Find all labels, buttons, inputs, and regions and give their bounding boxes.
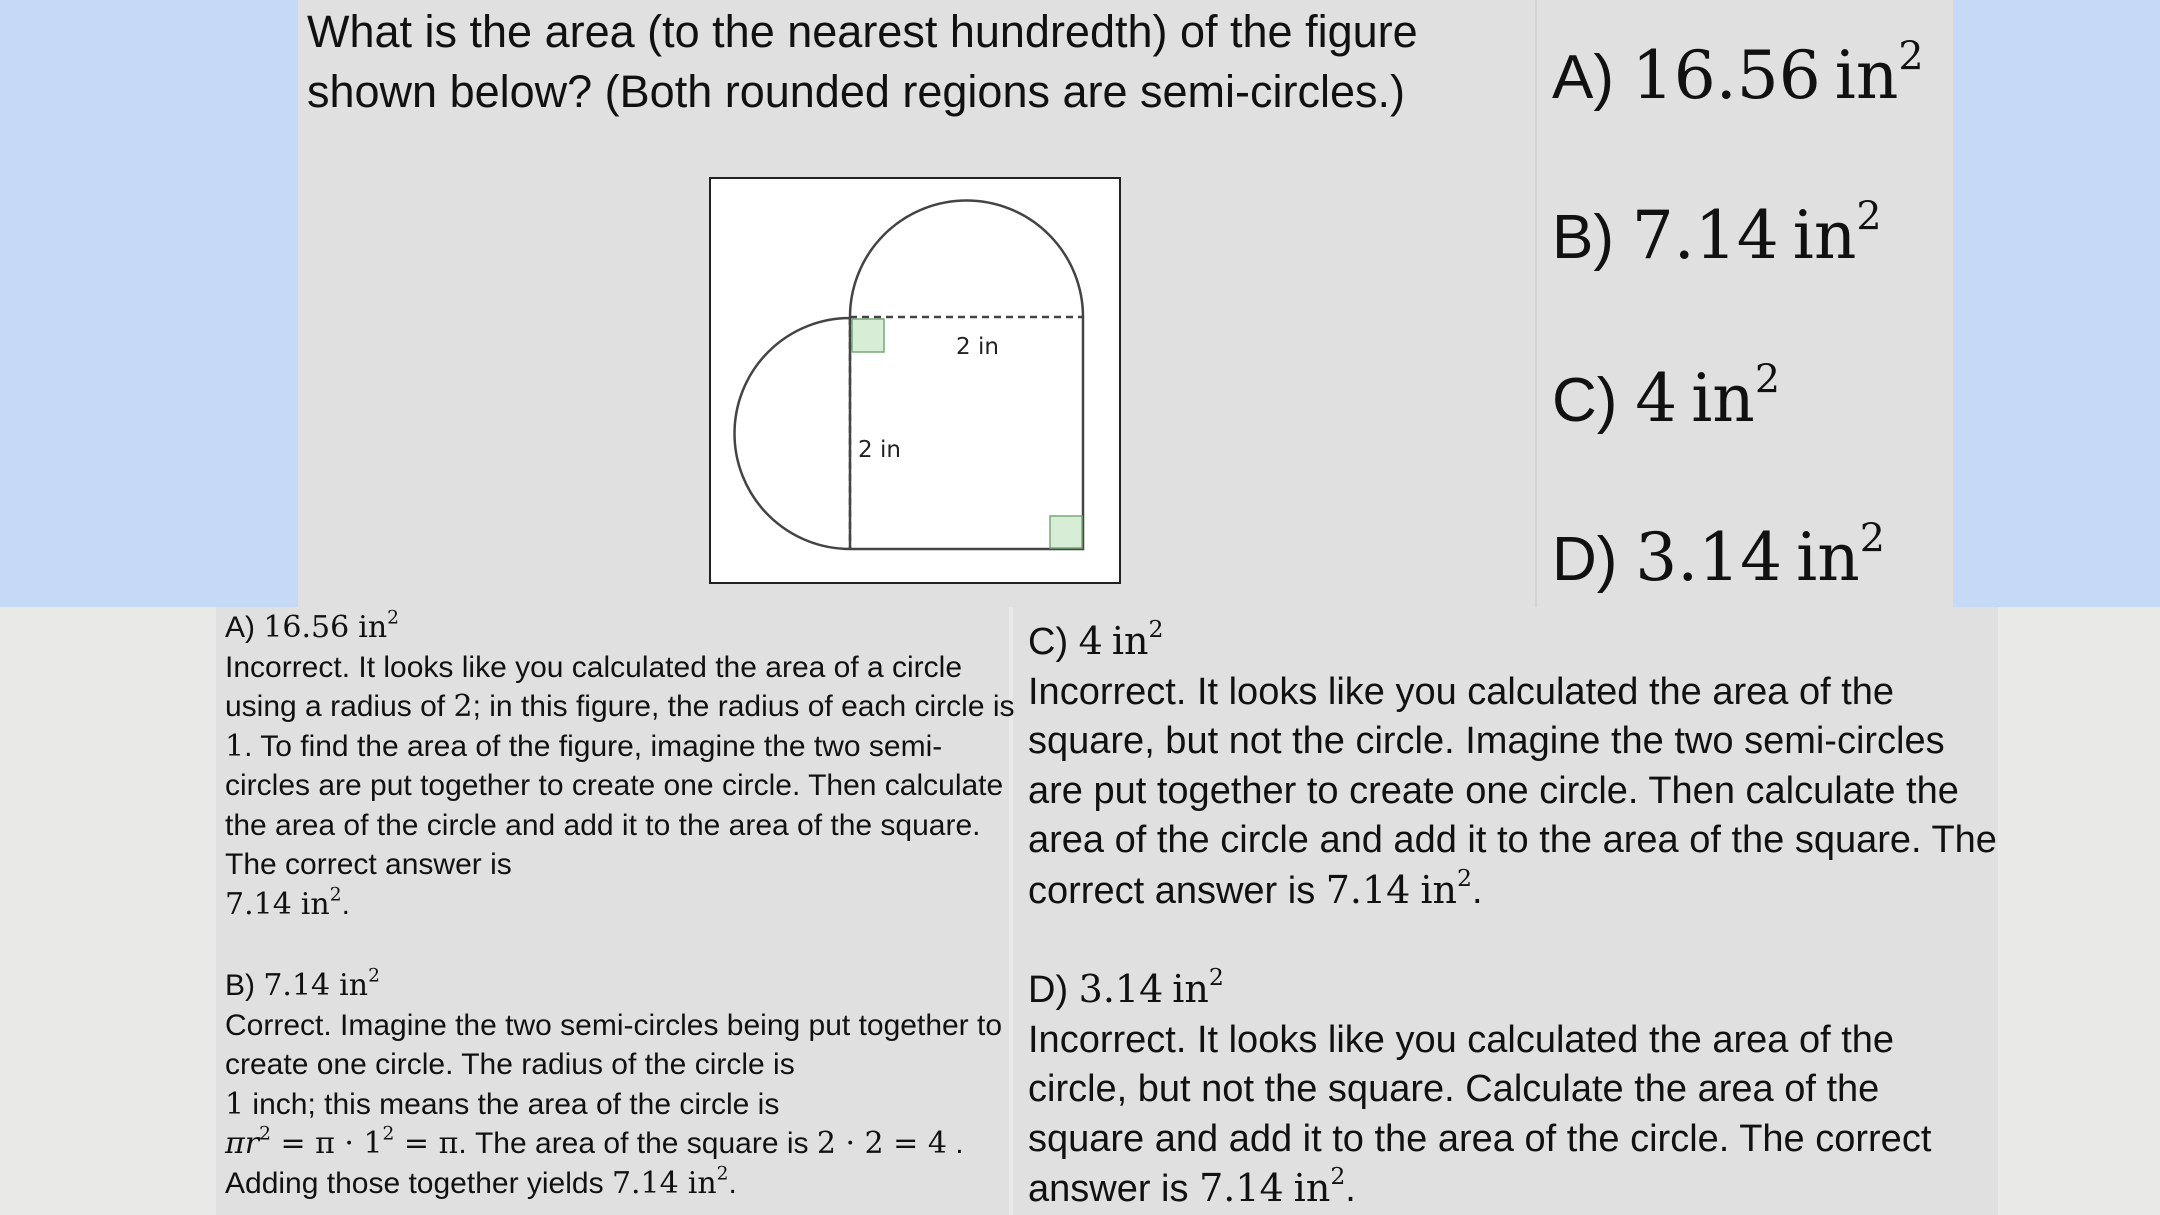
answer-value: 7.14	[225, 886, 292, 922]
feedback-letter: D)	[1028, 969, 1069, 1011]
choice-exponent: 2	[1898, 33, 1924, 80]
feedback-c-heading	[1028, 617, 2003, 668]
question-text: What is the area (to the nearest hundredth) of the figure shown below? (Both rounded regions are semi-circles.)	[307, 6, 1418, 117]
feedback-value: 16.56	[263, 610, 350, 645]
feedback-text: .	[1345, 1168, 1356, 1210]
answer-value: 7.14	[611, 1165, 679, 1201]
feedback-unit: in	[1111, 619, 1149, 663]
math-number: 1	[225, 728, 245, 764]
choice-value: 7.14	[1631, 197, 1779, 274]
choice-value: 3.14	[1635, 519, 1783, 596]
choice-value: 16.56	[1631, 37, 1821, 114]
math-exponent: 2	[382, 1123, 395, 1145]
feedback-value: 7.14	[263, 968, 331, 1003]
choice-b[interactable]	[1552, 193, 1882, 274]
figure-drawing	[711, 179, 1119, 582]
choice-d[interactable]	[1552, 515, 1886, 596]
choice-c[interactable]	[1552, 356, 1781, 437]
feedback-text: ; in this figure, the radius of each circle is	[472, 690, 1015, 723]
choice-value: 4	[1635, 360, 1678, 437]
feedback-a-text	[225, 648, 1015, 925]
answer-exponent: 2	[716, 1163, 729, 1185]
feedback-a-heading	[225, 608, 1015, 648]
feedback-unit: in	[339, 968, 369, 1003]
choice-letter: D)	[1552, 525, 1618, 594]
feedback-b-heading	[225, 966, 1015, 1006]
feedback-value: 4	[1078, 619, 1103, 663]
figure-outline	[735, 201, 1084, 550]
feedback-text: inch; this means the area of the circle is	[244, 1087, 780, 1121]
answer-exponent: 2	[1330, 1162, 1346, 1191]
feedback-exponent: 2	[368, 965, 380, 987]
choice-exponent: 2	[1754, 356, 1781, 403]
math-expression: πr	[225, 1126, 260, 1161]
answer-exponent: 2	[1457, 863, 1472, 892]
feedback-text: . The area of the square is	[458, 1127, 817, 1160]
feedback-text: Incorrect. It looks like you calculated the area of the circle, but not the square. Calculate the area of the square and add it to the area of the circle. The correct answer is	[1028, 1018, 1932, 1210]
math-exponent: 2	[259, 1123, 271, 1145]
feedback-c-text	[1028, 668, 2003, 917]
right-angle-marker-top	[852, 319, 884, 352]
choice-letter: B)	[1552, 203, 1614, 272]
choice-exponent: 2	[1856, 193, 1882, 240]
feedback-exponent: 2	[387, 607, 399, 629]
answer-unit: in	[1293, 1166, 1331, 1210]
math-expression: = π	[394, 1126, 459, 1161]
feedback-b	[225, 966, 1015, 1203]
feedback-text: Correct. Imagine the two semi-circles being put together to create one circle. The radius of the circle is	[225, 1008, 1003, 1081]
feedback-exponent: 2	[1148, 615, 1164, 644]
choice-letter: A)	[1552, 43, 1614, 112]
feedback-d-text	[1028, 1016, 2003, 1215]
feedback-text: Incorrect. It looks like you calculated the area of the square, but not the circle. Imagine the two semi-circles are put together to create one circle. Then calculate the area of the circle and add it to the area of the square. The correct answer is	[1028, 670, 1997, 912]
feedback-letter: A)	[225, 611, 255, 644]
feedback-text: . To find the area of the figure, imagine the two semi-circles are put together to create one circle. Then calculate the area of the circle and add it to the area of the square. The correct answer is	[225, 729, 1004, 881]
choice-unit: in	[1792, 197, 1857, 274]
answer-unit: in	[300, 886, 330, 922]
feedback-d-heading	[1028, 965, 2003, 1016]
answer-unit: in	[687, 1165, 717, 1201]
feedback-exponent: 2	[1208, 963, 1224, 992]
feedback-text: .	[341, 887, 350, 921]
answer-exponent: 2	[329, 884, 342, 906]
choice-a[interactable]	[1552, 33, 1924, 114]
answer-unit: in	[1420, 867, 1457, 912]
geometry-figure	[709, 177, 1121, 584]
feedback-unit: in	[358, 610, 388, 645]
math-expression: = π · 1	[270, 1126, 383, 1161]
choice-unit: in	[1834, 37, 1899, 114]
choice-exponent: 2	[1859, 515, 1886, 562]
choice-unit: in	[1796, 519, 1860, 596]
feedback-a	[225, 608, 1015, 924]
math-expression: 2 · 2 = 4	[816, 1126, 947, 1161]
feedback-text: Adding those together yields	[225, 1166, 612, 1200]
feedback-letter: B)	[225, 969, 255, 1002]
feedback-text: .	[1471, 869, 1483, 912]
answer-value: 7.14	[1199, 1166, 1284, 1210]
feedback-d	[1028, 965, 2003, 1215]
label-side: 2 in	[858, 437, 901, 463]
feedback-text: .	[946, 1127, 964, 1160]
choice-letter: C)	[1552, 366, 1618, 435]
label-top: 2 in	[956, 334, 999, 360]
choice-unit: in	[1691, 360, 1755, 437]
feedback-c	[1028, 617, 2003, 916]
feedback-text: .	[728, 1166, 737, 1200]
right-angle-marker-bottom	[1050, 516, 1082, 548]
feedback-text: Incorrect. It looks like you calculated the area of a circle using a radius of	[225, 650, 963, 723]
math-number: 2	[453, 689, 473, 724]
feedback-letter: C)	[1028, 621, 1069, 663]
feedback-b-text	[225, 1006, 1015, 1204]
math-number: 1	[225, 1086, 245, 1122]
answer-value: 7.14	[1325, 867, 1411, 912]
feedback-value: 3.14	[1078, 967, 1164, 1011]
feedback-unit: in	[1172, 967, 1209, 1011]
